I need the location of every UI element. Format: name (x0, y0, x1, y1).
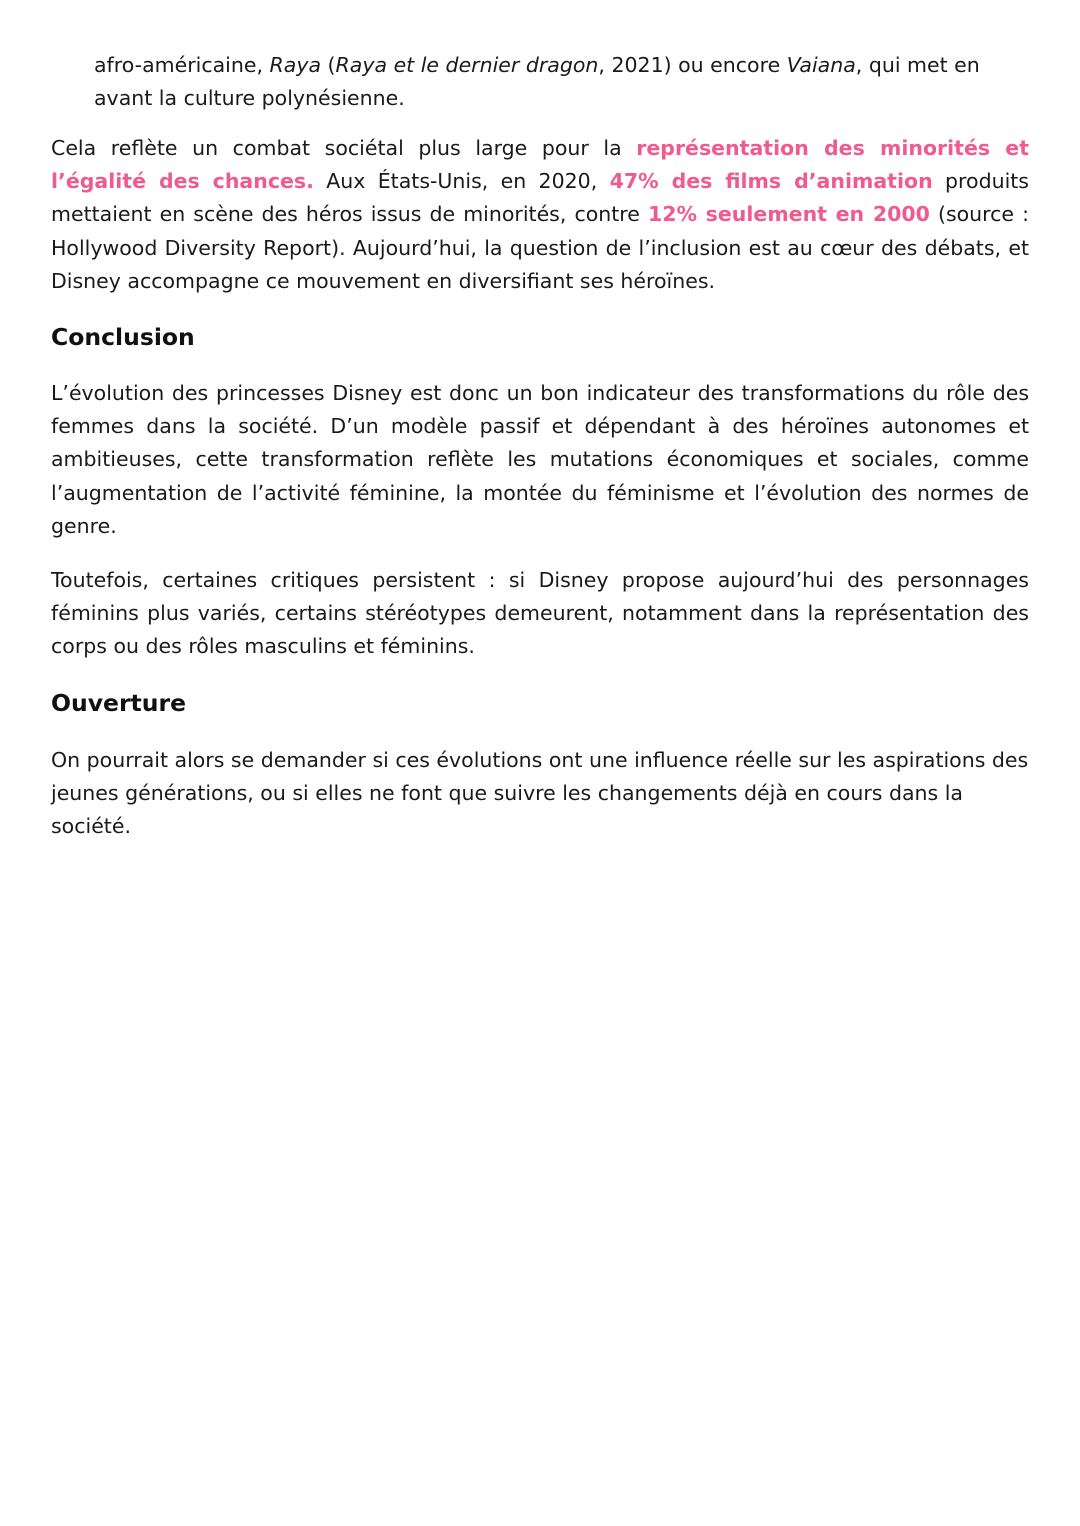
film-title-raya-et-le-dernier-dragon: Raya et le dernier dragon (335, 53, 599, 77)
highlight-12-percent: 12% seulement en 2000 (647, 202, 930, 227)
text-fragment: (source : Hollywood Diversity Report). Aujourd’hui, la question de l’inclusion est au cœur des débats, et Disney accompagne ce mouvement en diversifiant ses héroïnes. (51, 202, 1029, 293)
text-fragment: afro-américaine, (94, 53, 270, 77)
highlight-47-percent: 47% des films d’animation (609, 169, 933, 194)
text-fragment: , 2021) ou encore (598, 53, 787, 77)
conclusion-paragraph-2: Toutefois, certaines critiques persistent : si Disney propose aujourd’hui des personnages féminins plus variés, certains stéréotypes demeurent, notamment dans la représentation des corps ou des rôles masculins et féminins. (51, 568, 1029, 659)
text-fragment: Cela reflète un combat sociétal plus large pour la (51, 136, 637, 160)
representation-paragraph (51, 132, 1029, 298)
text-fragment: produits mettaient en scène des héros issus de minorités, contre (51, 169, 1029, 227)
highlight-representation: représentation des minorités et l’égalité des chances. (51, 136, 1029, 194)
film-title-vaiana: Vaiana (786, 53, 856, 77)
ouverture-paragraph: On pourrait alors se demander si ces évolutions ont une influence réelle sur les aspirations des jeunes générations, ou si elles ne font que suivre les changements déjà en cours dans la société. (51, 748, 1029, 839)
conclusion-paragraph-1: L’évolution des princesses Disney est donc un bon indicateur des transformations du rôle des femmes dans la société. D’un modèle passif et dépendant à des héroïnes autonomes et ambitieuses, cette transformation reflète les mutations économiques et sociales, comme l’augmentation de l’activité féminine, la montée du féminisme et l’évolution des normes de genre. (51, 381, 1029, 538)
list-item-continuation (94, 49, 1029, 115)
text-fragment: , qui met en avant la culture polynésienne. (94, 53, 980, 111)
text-fragment: Aux États-Unis, en 2020, (313, 169, 610, 194)
ouverture-heading: Ouverture (51, 689, 187, 717)
conclusion-heading: Conclusion (51, 323, 195, 351)
text-fragment: ( (321, 53, 336, 77)
film-title-raya: Raya (269, 53, 322, 77)
